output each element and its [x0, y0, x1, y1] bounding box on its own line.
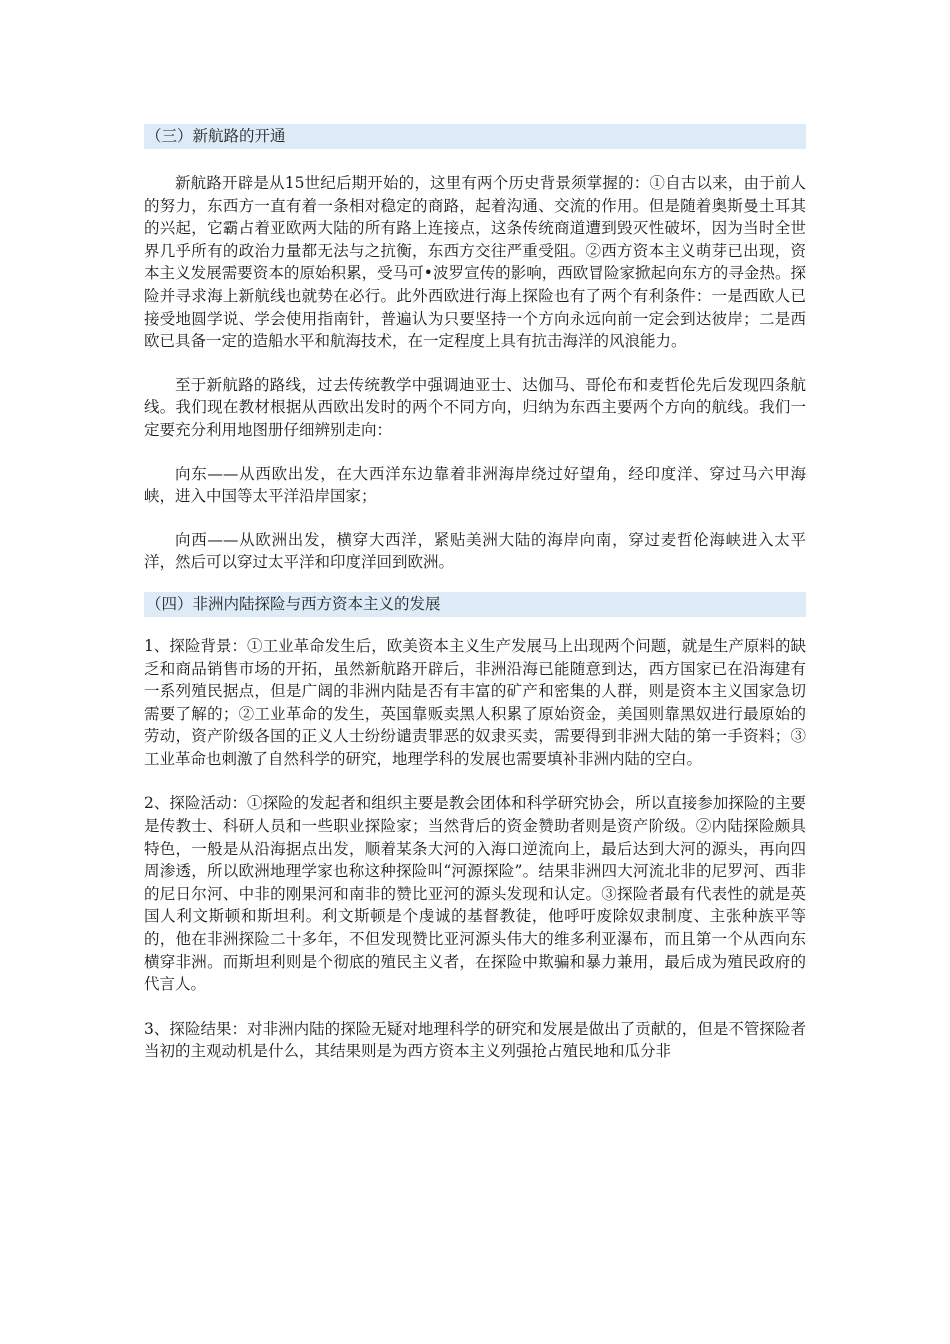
paragraph-background: 新航路开辟是从15世纪后期开始的，这里有两个历史背景须掌握的：①自古以来，由于前人的努力，东西方一直有着一条相对稳定的商路，起着沟通、交流的作用。但是随着奥斯曼土耳其的兴起，它霸占着亚欧两大陆的所有路上连接点，这条传统商道遭到毁灭性破坏，因为当时全世界几乎所有的政治力量都无法与之抗衡，东西方交往严重受阻。②西方资本主义萌芽已出现，资本主义发展需要资本的原始积累，受马可•波罗宣传的影响，西欧冒险家掀起向东方的寻金热。探险并寻求海上新航线也就势在必行。此外西欧进行海上探险也有了两个有利条件：一是西欧人已接受地圆学说、学会使用指南针，普遍认为只要坚持一个方向永远向前一定会到达彼岸；二是西欧已具备一定的造船水平和航海技术，在一定程度上具有抗击海洋的风浪能力。 — [144, 174, 806, 351]
section-heading-new-sea-routes: （三）新航路的开通 — [144, 124, 806, 149]
paragraph-routes: 至于新航路的路线，过去传统教学中强调迪亚士、达伽马、哥伦布和麦哲伦先后发现四条航线。我们现在教材根据从西欧出发时的两个不同方向，归纳为东西主要两个方向的航线。我们一定要充分利用地图册仔细辨别走向： — [144, 375, 806, 439]
paragraph-exploration-activities: 2、探险活动：①探险的发起者和组织主要是教会团体和科学研究协会，所以直接参加探险的主要是传教士、科研人员和一些职业探险家；当然背后的资金赞助者则是资产阶级。②内陆探险颇具特色，一般是从沿海据点出发，顺着某条大河的入海口逆流向上，最后达到大河的源头，再向四周渗透，所以欧洲地理学家也称这种探险叫“河源探险”。结果非洲四大河流北非的尼罗河、西非的尼日尔河、中非的刚果河和南非的赞比亚河的源头发现和认定。③探险者最有代表性的就是英国人利文斯顿和斯坦利。利文斯顿是个虔诚的基督教徒，他呼吁废除奴隶制度、主张种族平等的，他在非洲探险二十多年，不但发现赞比亚河源头伟大的维多利亚瀑布，而且第一个从西向东横穿非洲。而斯坦利则是个彻底的殖民主义者，在探险中欺骗和暴力兼用，最后成为殖民政府的代言人。 — [144, 794, 806, 994]
document-page — [144, 124, 806, 1063]
section-heading-africa-exploration: （四）非洲内陆探险与西方资本主义的发展 — [144, 592, 806, 617]
paragraph-eastward-route: 向东——从西欧出发，在大西洋东边靠着非洲海岸绕过好望角，经印度洋、穿过马六甲海峡，进入中国等太平洋沿岸国家； — [144, 464, 806, 506]
paragraph-exploration-results: 3、探险结果：对非洲内陆的探险无疑对地理科学的研究和发展是做出了贡献的，但是不管探险者当初的主观动机是什么，其结果则是为西方资本主义列强抢占殖民地和瓜分非 — [144, 1019, 806, 1061]
paragraph-exploration-background: 1、探险背景：①工业革命发生后，欧美资本主义生产发展马上出现两个问题，就是生产原料的缺乏和商品销售市场的开拓，虽然新航路开辟后，非洲沿海已能随意到达，西方国家已在沿海建有一系列殖民据点，但是广阔的非洲内陆是否有丰富的矿产和密集的人群，则是资本主义国家急切需要了解的；②工业革命的发生，英国靠贩卖黑人积累了原始资金，美国则靠黑奴进行最原始的劳动，资产阶级各国的正义人士纷纷谴责罪恶的奴隶买卖，需要得到非洲大陆的第一手资料；③工业革命也刺激了自然科学的研究，地理学科的发展也需要填补非洲内陆的空白。 — [144, 636, 806, 768]
paragraph-westward-route: 向西——从欧洲出发，横穿大西洋，紧贴美洲大陆的海岸向南，穿过麦哲伦海峡进入太平洋，然后可以穿过太平洋和印度洋回到欧洲。 — [144, 530, 806, 572]
